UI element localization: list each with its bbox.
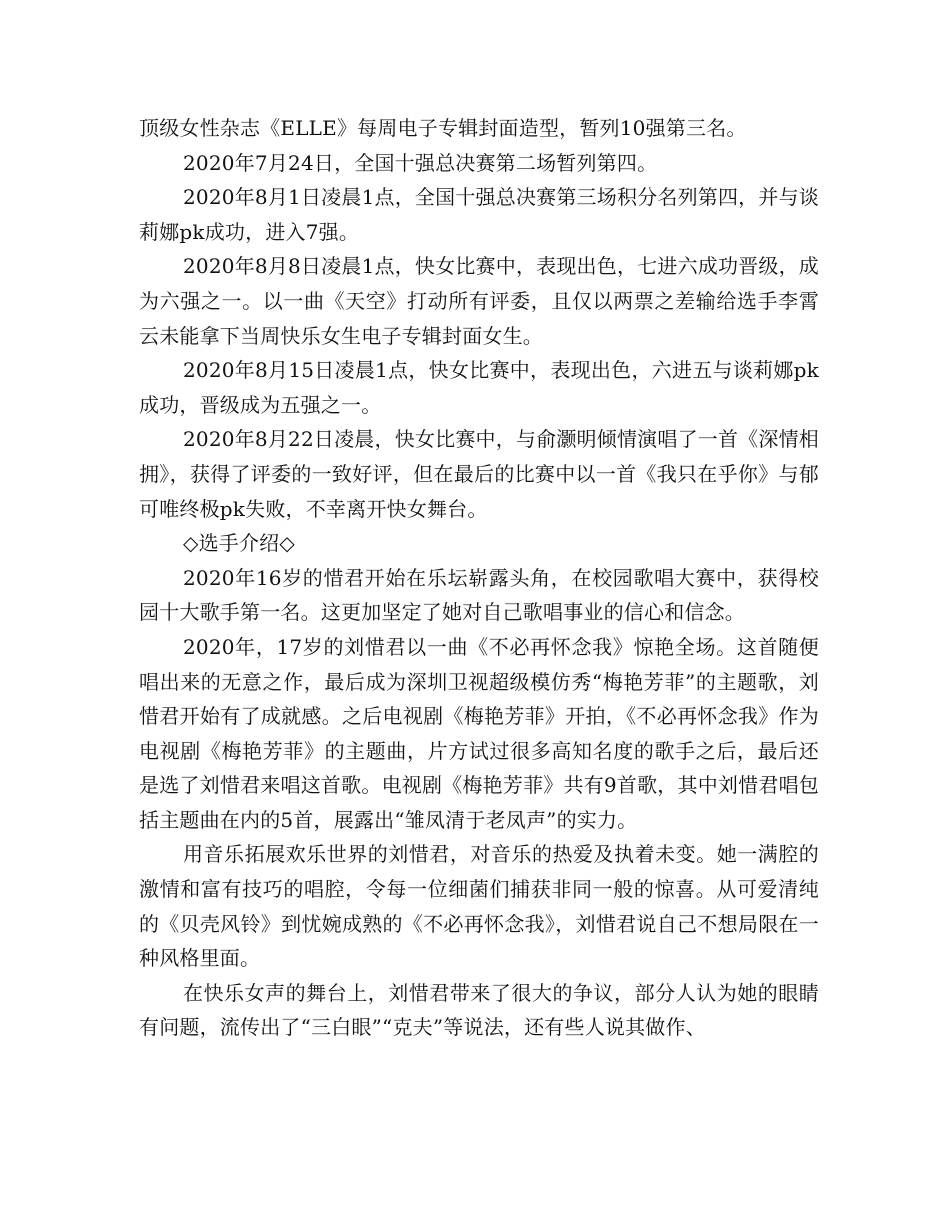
paragraph-age-17: 2020年，17岁的刘惜君以一曲《不必再怀念我》惊艳全场。这首随便唱出来的无意之作，最后成为深圳卫视超级模仿秀“梅艳芳菲”的主题歌，刘惜君开始有了成就感。之后电视剧《梅艳芳菲》开拍，《不必再怀念我》作为电视剧《梅艳芳菲》的主题曲，片方试过很多高知名度的歌手之后，最后还是选了刘惜君来唱这首歌。电视剧《梅艳芳菲》共有9首歌，其中刘惜君唱包括主题曲在内的5首，展露出“雏凤清于老凤声”的实力。 — [139, 634, 819, 832]
section-heading-contestant-intro: ◇选手介绍◇ — [183, 531, 295, 556]
paragraph-july-24: 2020年7月24日，全国十强总决赛第二场暂列第四。 — [183, 150, 658, 175]
paragraph-music-passion: 用音乐拓展欢乐世界的刘惜君，对音乐的热爱及执着未变。她一满腔的激情和富有技巧的唱腔，令每一位细菌们捕获非同一般的惊喜。从可爱清纯的《贝壳风铃》到忧婉成熟的《不必再怀念我》，刘惜君说自己不想局限在一种风格里面。 — [139, 842, 819, 971]
document-body — [139, 111, 819, 1045]
paragraph-elle-cover: 顶级女性杂志《ELLE》每周电子专辑封面造型，暂列10强第三名。 — [139, 116, 747, 140]
paragraph-august-8: 2020年8月8日凌晨1点，快女比赛中，表现出色，七进六成功晋级，成为六强之一。以一曲《天空》打动所有评委，且仅以两票之差输给选手李霄云未能拿下当周快乐女生电子专辑封面女生。 — [139, 254, 819, 348]
paragraph-controversy: 在快乐女声的舞台上，刘惜君带来了很大的争议，部分人认为她的眼睛有问题，流传出了“三白眼”“克夫”等说法，还有些人说其做作、 — [139, 980, 819, 1040]
paragraph-august-1: 2020年8月1日凌晨1点，全国十强总决赛第三场积分名列第四，并与谈莉娜pk成功，进入7强。 — [139, 185, 819, 244]
paragraph-august-22: 2020年8月22日凌晨，快女比赛中，与俞灏明倾情演唱了一首《深情相拥》，获得了评委的一致好评，但在最后的比赛中以一首《我只在乎你》与郁可唯终极pk失败，不幸离开快女舞台。 — [139, 427, 819, 521]
paragraph-august-15: 2020年8月15日凌晨1点，快女比赛中，表现出色，六进五与谈莉娜pk成功，晋级成为五强之一。 — [139, 358, 819, 417]
paragraph-age-16: 2020年16岁的惜君开始在乐坛崭露头角，在校园歌唱大赛中，获得校园十大歌手第一名。这更加坚定了她对自己歌唱事业的信心和信念。 — [139, 565, 819, 625]
